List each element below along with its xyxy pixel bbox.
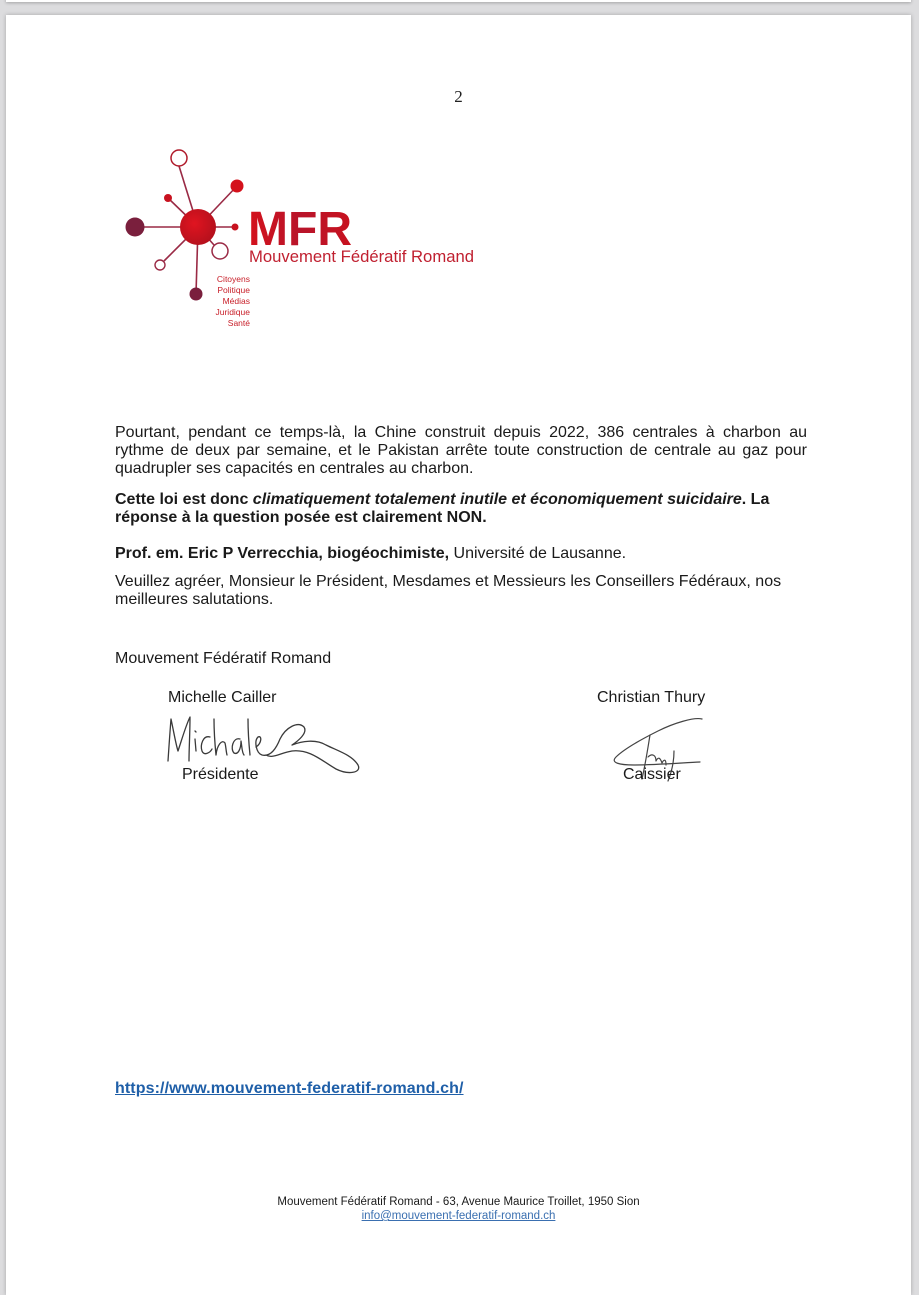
author-line	[115, 545, 807, 563]
signatory-name: Michelle Cailler	[168, 689, 277, 706]
logo-name: Mouvement Fédératif Romand	[249, 248, 474, 266]
conclusion-text: Cette loi est donc	[115, 491, 253, 508]
open-node-icon	[212, 243, 228, 259]
logo-tagline	[216, 274, 251, 328]
author-affiliation: Université de Lausanne.	[449, 545, 627, 562]
small-node-icon	[164, 194, 172, 202]
website-link[interactable]: https://www.mouvement-federatif-romand.ch/	[115, 1080, 464, 1097]
previous-page-edge	[6, 0, 911, 2]
maroon-node-icon	[126, 218, 145, 237]
signature-christian-thury	[604, 713, 714, 798]
tagline-item: Politique	[217, 285, 250, 295]
hub-node-icon	[180, 209, 216, 245]
small-node-icon	[232, 224, 239, 231]
mfr-logo	[110, 125, 490, 335]
open-node-icon	[155, 260, 165, 270]
author-name: Prof. em. Eric P Verrecchia, biogéochimiste,	[115, 545, 450, 562]
tagline-item: Citoyens	[216, 274, 250, 284]
signatory-role: Présidente	[182, 766, 259, 783]
conclusion-emphasis: climatiquement totalement inutile et économiquement suicidaire	[252, 491, 742, 508]
conclusion-text: . La réponse à la question posée est clairement NON.	[115, 491, 770, 526]
page-number: 2	[454, 87, 463, 106]
closing-organization: Mouvement Fédératif Romand	[115, 650, 332, 667]
body-paragraph-conclusion	[115, 491, 807, 527]
footer-address: Mouvement Fédératif Romand - 63, Avenue Maurice Troillet, 1950 Sion	[277, 1196, 640, 1208]
mfr-logo-graphic	[110, 125, 490, 335]
footer-email-link[interactable]: info@mouvement-federatif-romand.ch	[361, 1210, 556, 1222]
tagline-item: Santé	[227, 318, 250, 328]
signatory-role: Caissier	[623, 766, 681, 783]
document-page	[6, 15, 911, 1295]
logo-acronym: MFR	[248, 203, 352, 256]
salutation-paragraph: Veuillez agréer, Monsieur le Président, Mesdames et Messieurs les Conseillers Fédéraux, nos meilleures salutations.	[115, 573, 782, 608]
tagline-item: Juridique	[215, 307, 250, 317]
signatory-name: Christian Thury	[597, 689, 706, 706]
filled-node-icon	[231, 180, 244, 193]
open-node-icon	[171, 150, 187, 166]
body-paragraph-1: Pourtant, pendant ce temps-là, la Chine construit depuis 2022, 386 centrales à charbon au rythme de deux par semaine, et le Pakistan arrête toute construction de centrale au gaz pour quadrupler ses capacités en centrales au charbon.	[115, 424, 807, 477]
maroon-node-icon	[190, 288, 203, 301]
tagline-item: Médias	[222, 296, 250, 306]
